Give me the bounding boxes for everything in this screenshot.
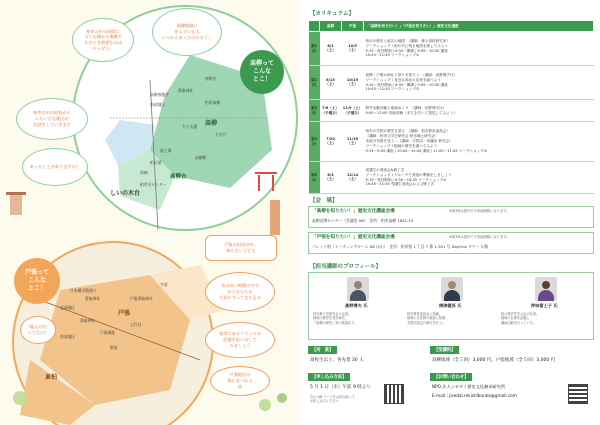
- apply-label: 【申し込み方法】: [308, 373, 350, 381]
- tobari-badge: 戸張って こんな とこ！: [14, 258, 60, 304]
- lower-bubble-1: 戸張の田田の中… 知らない子ども: [205, 235, 277, 261]
- map-label: 富士塚: [160, 148, 172, 153]
- header-takayanagi: 高柳: [320, 21, 342, 32]
- date-tobari: 10/5 （土）: [342, 32, 364, 66]
- lecturer-bio: 柏市教育委員会に所属。 地域の文化財の調査に従事。 手賀沼周辺の研究を行う。: [407, 312, 449, 325]
- lower-bubble-4: 「地元の名」 ってなに？: [20, 316, 56, 344]
- map-label: 高柳善龍寺: [150, 92, 169, 97]
- map-label: 南端: [140, 170, 148, 175]
- header-course: 「高柳を知りたい！」「戸張を知りたい！」歴史文化講座: [364, 21, 594, 32]
- row-number: 第2回: [309, 66, 320, 100]
- lower-bubble-5: 戸張地区の 街にまつわる 話: [210, 366, 270, 396]
- qr-code-icon[interactable]: [384, 384, 404, 404]
- map-label: 神明社: [205, 76, 217, 81]
- venue-box-2: [308, 232, 594, 254]
- row-number: 第1回: [309, 32, 320, 66]
- date-tobari: 10/19 （土）: [342, 66, 364, 100]
- row-number: 第5回: [309, 162, 320, 194]
- header-blank: [309, 21, 320, 32]
- person-icon: [542, 281, 550, 289]
- person-icon: [354, 281, 362, 289]
- map-label: 南部地区: [60, 334, 76, 339]
- bubble-4: あったことがありますか？: [22, 148, 88, 186]
- map-label: 日本橋学館通り: [70, 288, 97, 293]
- target-label: 【対 象】: [308, 346, 337, 354]
- map-label: 北部地区: [60, 305, 76, 310]
- date-takayanagi: 7/6（土） （予備日）: [320, 100, 342, 122]
- map-label: 香取神社: [85, 296, 101, 301]
- higashi-label: 東柏: [45, 374, 58, 381]
- bubble-3: 柏市の中は何処から いろいろな地区が お話をしていきます: [16, 98, 88, 140]
- lecturer-photo: [347, 277, 369, 301]
- venue-box-1: [308, 206, 594, 228]
- contact-org: NPO 法人シゼダイ歴史文化継承研究所: [432, 384, 506, 389]
- map-label: 香取神社: [178, 88, 194, 93]
- date-takayanagi: 6/15 （土）: [320, 66, 342, 100]
- row-content: 受講生の発表会&修了式 ワークショップ / グループで発表の準備をしましょう 9:15〜受付開始 / 9:30〜10:45 ワークショップ④ 10:45〜11:45 受講生発表会および修了式: [364, 162, 594, 194]
- map-label: 寺前: [160, 282, 168, 287]
- venue2-note: ※第3回は屋外での実地研修になります。: [449, 235, 510, 239]
- map-label: 大六天通: [182, 124, 198, 129]
- shiina-label: しいの木台: [110, 190, 141, 197]
- person-icon-body: [444, 290, 460, 301]
- lecturer-name: 高野博夫 氏: [345, 303, 368, 308]
- lecturer-name: 押味富士子 氏: [531, 303, 558, 308]
- table-row: [309, 162, 594, 194]
- lecturer-bio: 柏市郷土史研究会の会員。 地域の歴史を長年研究。 『高柳の歴史』等の著書あり。: [313, 312, 358, 325]
- map-label: 玉竹社: [130, 322, 142, 327]
- row-number: 第4回: [309, 122, 320, 162]
- row-content: 柏市の学校の歴史を語る （講師：柏市教育委員会） （講師：柏市文学史研究会 柏市郷土研究会） 本地分布図を見て…（講師：手賀沼・印旛沼 研究会） ワークショップ / 地域の歴史を調べてみよう 9:15〜9:45 講座 / 10:00〜10:45 講座 / 11:00〜11:45 ワークショップ③: [364, 122, 594, 162]
- venue1-title: 「高柳を知りたい！」歴史文化講座会場: [312, 209, 395, 214]
- lecturers-title: 【担当講師のプロフィール】: [310, 264, 381, 270]
- venue1-note: ※第3回は屋外での実地研修になります。: [449, 209, 510, 213]
- lower-bubble-2: 昔の長い時間の中で おとなたちが 大切に守ってきたもの: [205, 272, 275, 312]
- map-label: 香取神社: [80, 318, 96, 323]
- fee-label: 【受講料】: [430, 346, 459, 354]
- row-content: 野外活動体験と地域めぐり （講師：岩野博夫氏） 9:00〜12:00 実地体験（まちを歩いて発見してみよう）: [364, 100, 594, 122]
- map-label: 駅前: [110, 345, 118, 350]
- venue1-address: 高柳近隣センター（会議室 AB） 住所：柏市高柳 1652-10: [312, 218, 414, 223]
- map-label: 戸張: [118, 310, 131, 317]
- venue2-title: 「戸張を知りたい！」歴史文化講座会場: [312, 235, 395, 240]
- date-tobari: 11/9（土） （予備日）: [342, 100, 364, 122]
- person-icon-body: [538, 290, 554, 301]
- takayanagi-badge: 高柳って こんな とこ！: [240, 50, 284, 94]
- person-icon: [448, 281, 456, 289]
- date-tobari: 12/14 （土）: [342, 162, 364, 194]
- row-number: 第3回: [309, 100, 320, 122]
- table-row: [309, 32, 594, 66]
- map-label: 大井戸: [215, 132, 227, 137]
- row-content: 柏市の歴史と地名の地図 （講師：郷土資料研究家） ワークショップ / 街の中に残る地図を探してみよう 9:15〜受付開始 / 9:30〜開講 / 9:45〜10:30 講座 10:45〜11:45 ワークショップ①: [364, 32, 594, 66]
- target-text: 高校生以上、各先着 30 人: [310, 358, 364, 363]
- lecturer-photo: [535, 277, 557, 301]
- lecturers-box: [308, 272, 594, 340]
- map-label: 柏市高柳: [205, 100, 221, 105]
- date-takayanagi: 6/1 （土）: [320, 32, 342, 66]
- table-row: [309, 66, 594, 100]
- row-content: 高柳・戸張の神社と祭りを知ろう （講師：高野博夫氏） ワークショップ / 身近な神社の由来を調べよう 9:15〜受付開始 / 9:30〜開講 / 9:45〜10:30 講座 10:45〜11:45 ワークショップ②: [364, 66, 594, 100]
- table-row: [309, 122, 594, 162]
- map-label: 柏市民センター: [140, 182, 167, 187]
- date-takayanagi: 8/3 （土）: [320, 162, 342, 194]
- map-label: 高柳駅: [195, 155, 207, 160]
- curriculum-title: 【カリキュラム】: [310, 11, 354, 17]
- person-icon-body: [350, 290, 366, 301]
- contact-label: 【お問い合わせ】: [430, 373, 472, 381]
- contact-email[interactable]: E-mail : jisedai.rekishibunka@gmail.com: [432, 393, 517, 398]
- table-row: [309, 100, 594, 122]
- header-tobari: 戸張: [342, 21, 364, 32]
- lower-bubble-3: 柏市にあるフランスの 記憶を思い出して みましょう: [205, 322, 275, 358]
- map-label: 高柳台: [170, 174, 187, 180]
- curriculum-table: [308, 20, 594, 194]
- venue-title: 【会 場】: [310, 198, 338, 204]
- qr-code-icon[interactable]: [568, 384, 588, 404]
- map-label: 戸張城址: [100, 330, 116, 335]
- map-label: 柏の葉: [150, 160, 162, 165]
- map-label: 南部地区: [150, 102, 166, 107]
- venue2-address: パレット柏（ミーティングルーム AB ほか） 住所：柏市柏 1 丁目 7 番 1-301 号 DayOne タワー 3 階: [312, 244, 489, 249]
- date-takayanagi: 7/20 （土）: [320, 122, 342, 162]
- lecturer-bio: 柏の歴史を学ぶ会の代表。 地域の伝承を記録し 講演活動を行っている。: [501, 312, 540, 325]
- bubble-2: 高柳地域に 住んでいる人 いつからあったのだろう…: [152, 8, 222, 56]
- bubble-1: 柏市の中の同時に 今との縁かる地域で そのとき重要なのは やっぱり…: [72, 18, 134, 62]
- date-tobari: 11/30 （土）: [342, 122, 364, 162]
- map-label: 戸張香取神社: [130, 296, 153, 301]
- lecturer-name: 梅津健吾 氏: [439, 303, 462, 308]
- lecturer-photo: [441, 277, 463, 301]
- apply-text: 5 月 1 日（水）午前 9 時より: [310, 385, 371, 390]
- info-panel: [300, 0, 600, 425]
- apply-note: 右の QR コードをお読み取って お申し込みください: [310, 395, 355, 404]
- map-label: 高柳: [205, 120, 218, 127]
- fee-text: 高柳地域（全５回）3,000 円、戸張地域（全５回）3,000 円: [432, 358, 556, 363]
